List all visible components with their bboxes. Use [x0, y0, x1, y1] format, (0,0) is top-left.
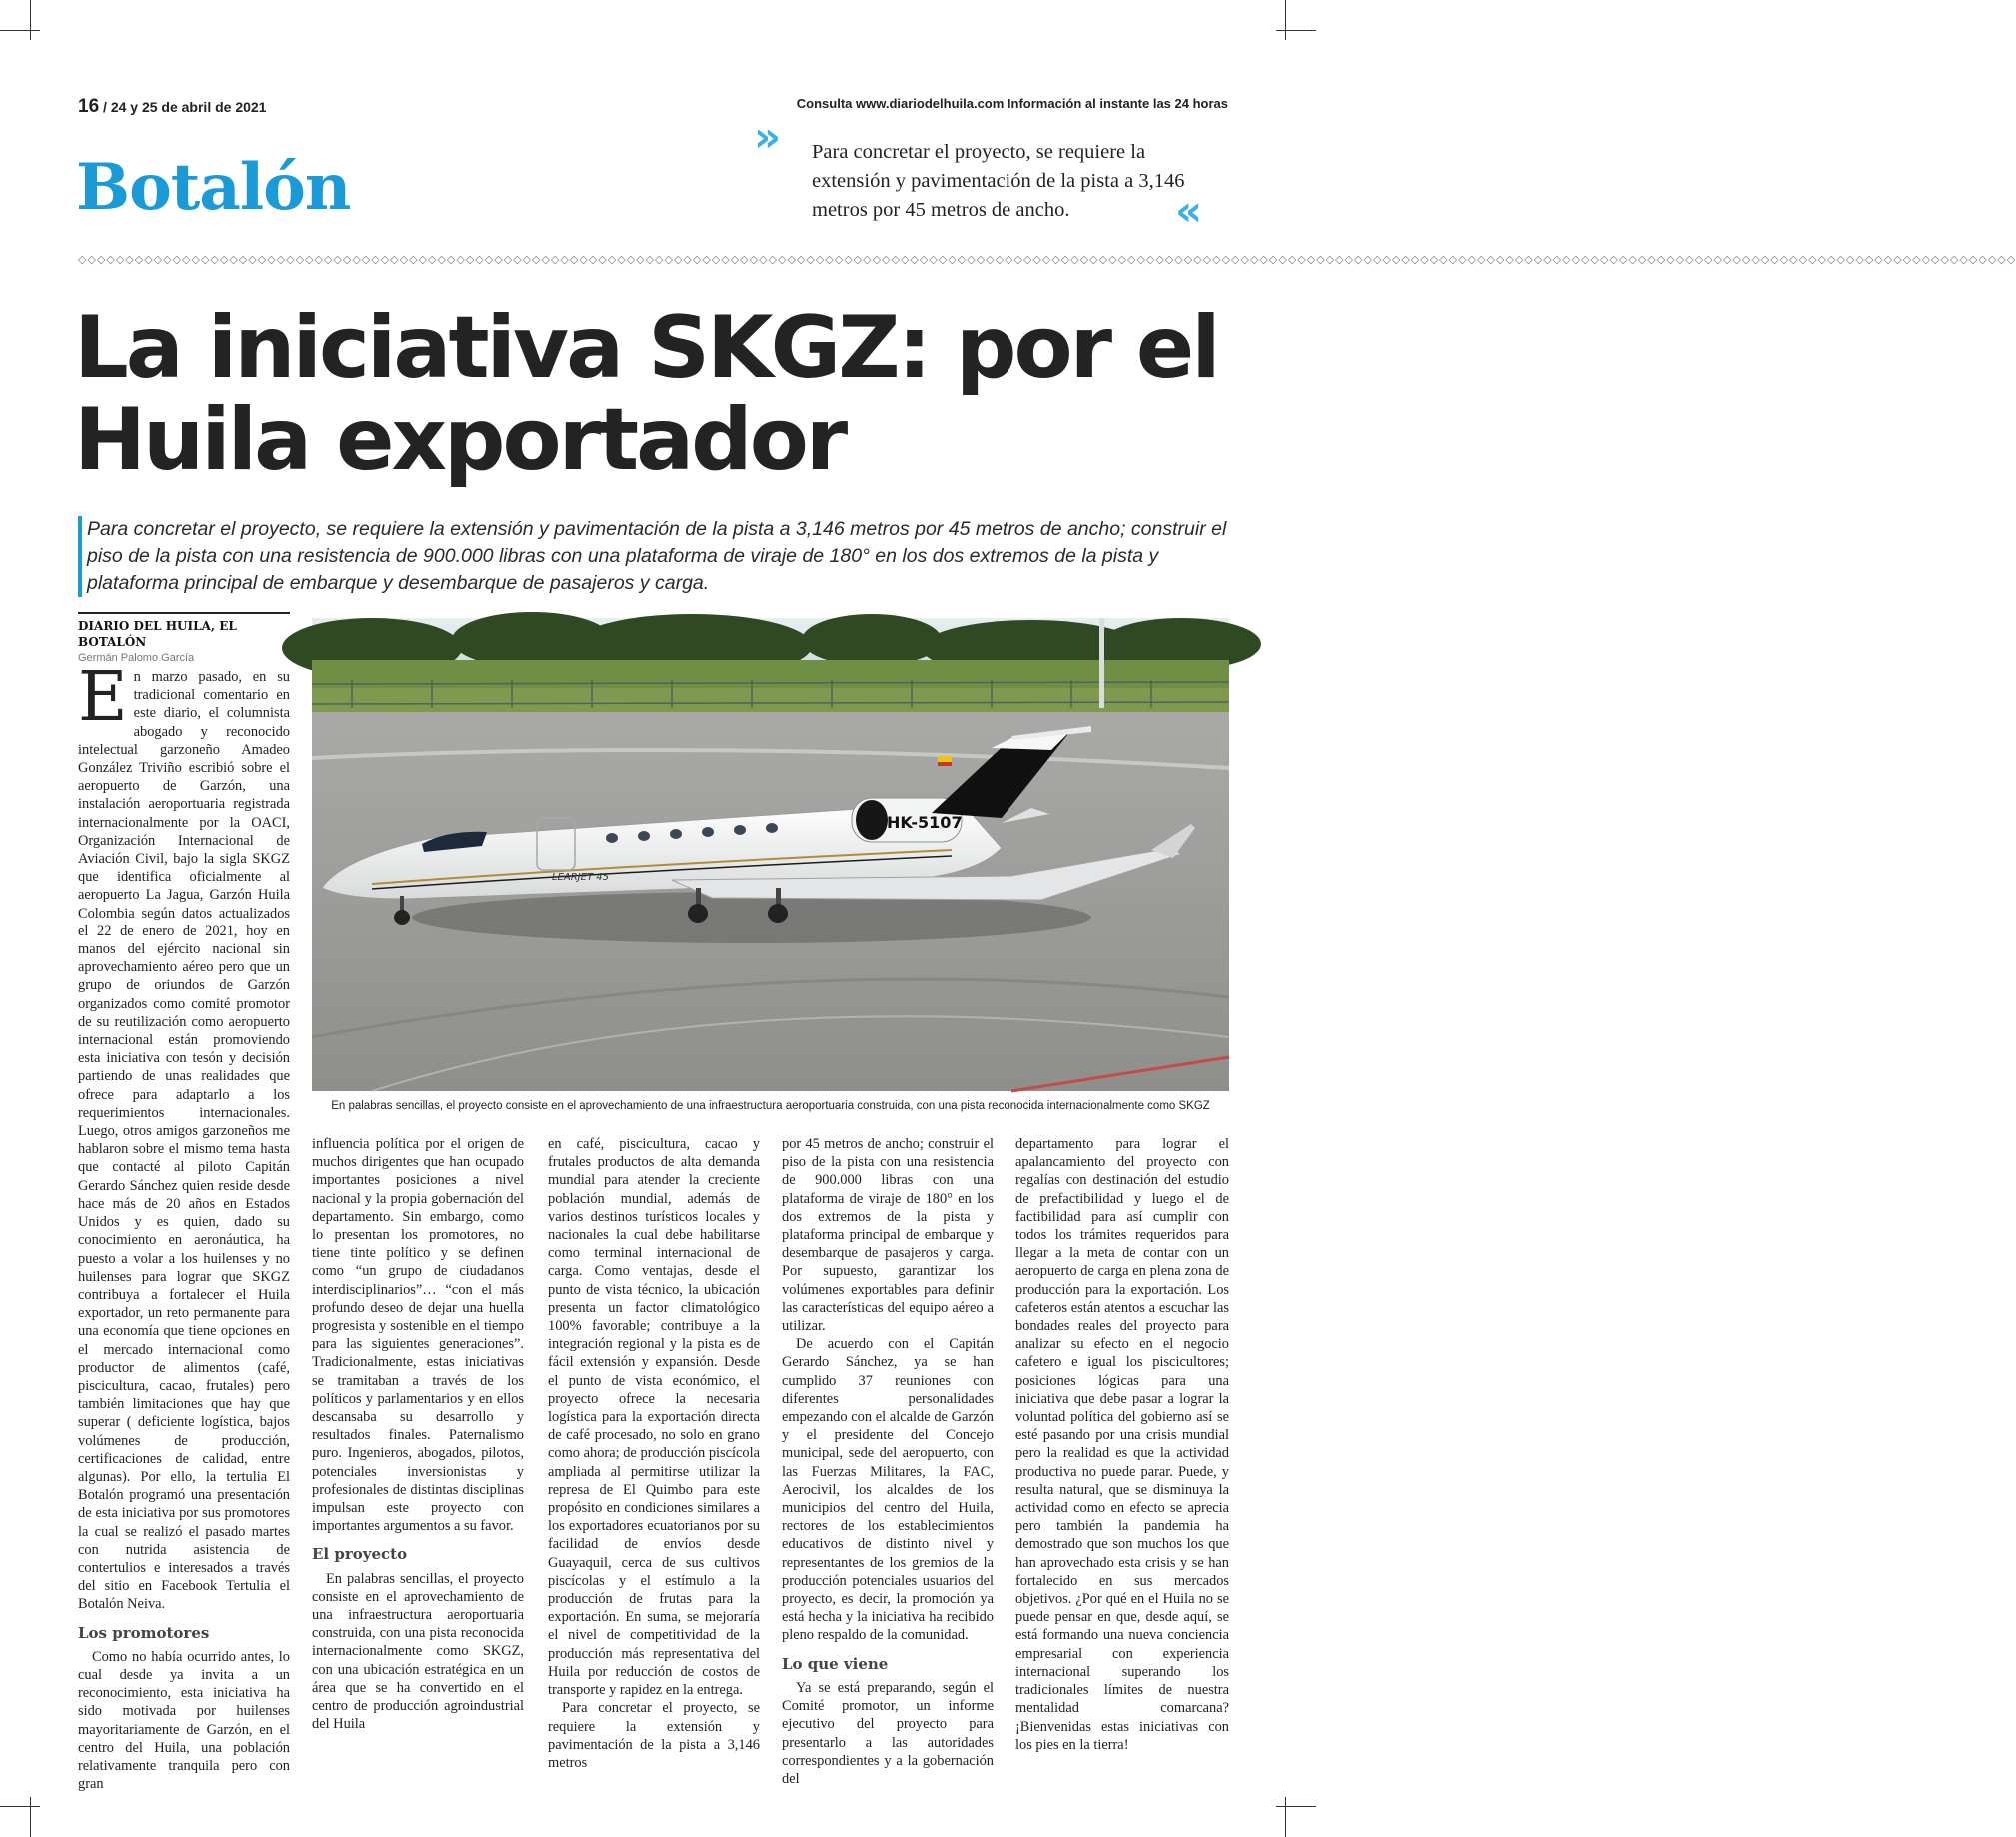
crop-mark — [1276, 1806, 1316, 1807]
paragraph: Como no había ocurrido antes, lo cual desde ya invita a un reconocimiento, esta iniciativa ha sido motivada por huilenses mayoritariamente de Garzón, en el centro del Huila, una población relativamente tranquila pero con gran — [78, 1648, 290, 1793]
author-name: Germán Palomo García — [78, 652, 195, 664]
photo-caption: En palabras sencillas, el proyecto consiste en el aprovechamiento de una infraestructura aeroportuaria construida, con una pista reconocida internacionalmente como SKGZ — [331, 1100, 1210, 1112]
crop-mark — [1276, 30, 1316, 31]
byline-block — [78, 612, 290, 664]
folio-divider: / — [103, 99, 111, 115]
text-column-2 — [312, 1135, 524, 1734]
page-folio — [78, 96, 266, 118]
paragraph: En marzo pasado, en su tradicional comentario en este diario, el columnista abogado y reconocido intelectual garzoneño Amadeo González Triviño escribió sobre el aeropuerto de Garzón, una instalación aeroportuaria registrada internacionalmente por la OACI, Organización Internacional de Aviación Civil, bajo la sigla SKGZ que identifica oficialmente al aeropuerto La Jagua, Garzón Huila Colombia según datos actualizados el 22 de enero de 2021, hoy en manos del ejército nacional sin aprovechamiento aéreo pero que un grupo de oriundos de Garzón organizados como comité promotor de su reutilización como aeropuerto internacional están promoviendo esta iniciativa con tesón y decisión partiendo de unas realidades que ofrece para adaptarlo a los requerimientos internacionales. Luego, otros amigos garzoneños me hablaron sobre el mismo tema hasta que contacté al piloto Capitán Gerardo Sánchez quien reside desde hace más de 20 años en Estados Unidos y es quien, dado su conocimiento en aeronáutica, ha puesto a volar a los huilenses y no huilenses para lograr que SKGZ contribuya a fortalecer el Huila exportador, un reto permanente para una economía que tiene opciones en el mercado internacional como productor de alimentos (café, piscicultura, cacao, frutales) pero también limitaciones que hay que superar ( deficiente logística, bajos volúmenes de producción, certificaciones de calidad, entre algunas). Por ello, la tertulia El Botalón programó una presentación de esta iniciativa por sus promotores la cual se realizó el pasado martes con nutrida asistencia de contertulios e interesados a través del sitio en Facebook Tertulia el Botalón Neiva. — [78, 658, 290, 1613]
article-lede: Para concretar el proyecto, se requiere la extensión y pavimentación de la pista a 3,146 metros por 45 metros de ancho; construir el piso de la pista con una resistencia de 900.000 libras con una plataforma de viraje de 180° en los dos extremos de la pista y plataforma principal de embarque y desembarque de pasajeros y carga. — [78, 516, 1236, 597]
chevron-left-icon: « — [1175, 186, 1185, 235]
paragraph: En palabras sencillas, el proyecto consiste en el aprovechamiento de una infraestructura aeroportuaria construida, con una pista reconocida internacionalmente como SKGZ, con una ubicación estratégica en un área que se ha convertido en el centro de producción agroindustrial del Huila — [312, 1570, 524, 1733]
site-tagline: Consulta www.diariodelhuila.com Información al instante las 24 horas — [796, 96, 1228, 111]
text-column-4 — [782, 1135, 994, 1788]
article-photo — [312, 618, 1229, 1091]
subheading: Los promotores — [78, 1623, 210, 1642]
paragraph: influencia política por el origen de muchos dirigentes que han ocupado importantes posiciones a nivel nacional y la propia gobernación del departamento. Sin embargo, como lo presentan los promotores, no tiene tinte político y se definen como “un grupo de ciudadanos interdisciplinarios”… “con el más profundo deseo de dejar una huella progresista y sostenible en el tiempo para las siguientes generaciones”. Tradicionalmente, estas iniciativas se tramitaban a través de los políticos y parlamentarios y en ellos descansaba su desarrollo y resultados finales. Paternalismo puro. Ingenieros, abogados, pilotos, potenciales inversionistas y profesionales de distintas disciplinas impulsan este proyecto con importantes argumentos a su favor. — [312, 1136, 524, 1535]
page-number: 16 — [78, 96, 100, 117]
registration-text: HK-5107 — [887, 813, 963, 832]
model-text: LEARJET 45 — [552, 872, 609, 883]
text-column-3 — [548, 1135, 760, 1772]
article-headline: La iniciativa SKGZ: por el Huila exportador — [74, 298, 1218, 490]
paragraph: Ya se está preparando, según el Comité promotor, un informe ejecutivo del proyecto para presentarlo a las autoridades correspondientes y a la gobernación del — [782, 1679, 994, 1787]
crop-mark — [30, 0, 31, 40]
pull-quote: Para concretar el proyecto, se requiere la extensión y pavimentación de la pista a 3,146 metros por 45 metros de ancho. — [812, 141, 1185, 221]
paragraph: por 45 metros de ancho; construir el piso de la pista con una resistencia de 900.000 libras con una plataforma de viraje de 180° en los dos extremos de la pista y plataforma principal de embarque y desembarque de pasajeros y carga. Por supuesto, garantizar los volúmenes exportables para definir las características del equipo aéreo a utilizar. — [782, 1136, 994, 1335]
paragraph: en café, piscicultura, cacao y frutales productos de alta demanda mundial para atender la creciente población mundial, además de varios destinos turísticos locales y nacionales la cual debe habilitarse como terminal internacional de carga. Como ventajas, desde el punto de vista técnico, la ubicación presenta un factor climatológico 100% favorable; contribuye a la integración regional y la pista es de fácil extensión y expansión. Desde el punto de vista económico, el proyecto ofrece la necesaria logística para la exportación directa de café procesado, no solo en grano como ahora; de producción piscícola ampliada al permitirse utilizar la represa de El Quimbo para este propósito en condiciones similares a los exportadores ecuatorianos por su facilidad de envíos desde Guayaquil, cerca de sus cultivos piscícolas y el estímulo a la producción de frutas para la exportación. En suma, se mejoraría el nivel de competitividad de la producción más representativa del Huila por reducción de costos de transporte y rapidez en la entrega. — [548, 1136, 760, 1699]
crop-mark — [30, 1797, 31, 1837]
section-title: Botalón — [76, 150, 351, 225]
issue-date: 24 y 25 de abril de 2021 — [110, 99, 267, 115]
crop-mark — [0, 30, 40, 31]
paragraph: De acuerdo con el Capitán Gerardo Sánchez, ya se han cumplido 37 reuniones con diferentes personalidades empezando con el alcalde de Garzón y el presidente del Concejo municipal, sede del aeropuerto, con las Fuerzas Militares, la FAC, Aerocivil, los alcaldes de los municipios del centro del Huila, rectores de los establecimientos educativos de distinto nivel y representantes de los gremios de la producción potenciales usuarios del proyecto, es decir, la promoción ya está hecha y la iniciativa ha recibido pleno respaldo de la comunidad. — [782, 1336, 994, 1644]
jet-on-tarmac-image — [312, 618, 1229, 1091]
diamond-divider: ◇◇◇◇◇◇◇◇◇◇◇◇◇◇◇◇◇◇◇◇◇◇◇◇◇◇◇◇◇◇◇◇◇◇◇◇◇◇◇◇◇◇◇◇◇◇◇◇◇◇◇◇◇◇◇◇◇◇◇◇◇◇◇◇◇◇◇◇◇◇◇◇◇◇◇◇◇◇◇◇◇◇◇◇◇◇◇◇◇◇◇◇◇◇◇◇◇◇◇◇◇◇◇◇◇◇◇◇◇◇◇◇◇◇◇◇◇◇◇◇◇◇◇◇◇◇◇◇◇◇◇◇◇◇◇◇◇◇◇◇◇◇◇◇◇◇◇◇◇◇◇◇◇◇◇◇◇◇◇◇◇◇◇◇◇◇◇◇◇◇◇◇◇◇◇◇◇◇◇◇◇◇◇◇◇◇◇◇◇◇◇◇◇◇◇◇◇◇◇◇◇◇◇◇◇ — [78, 253, 2016, 266]
crop-mark — [0, 1806, 40, 1807]
byline: DIARIO DEL HUILA, EL BOTALÓN — [78, 619, 237, 649]
subheading: El proyecto — [312, 1545, 408, 1564]
crop-mark — [1285, 1797, 1286, 1837]
chevron-right-icon: » — [754, 112, 764, 161]
text-column-5 — [1015, 1135, 1229, 1754]
paragraph: departamento para lograr el apalancamiento del proyecto con regalías con destinación del estudio de prefactibilidad y luego el de factibilidad para así cumplir con todos los trámites requeridos para llegar a la meta de contar con un aeropuerto de carga en plena zona de producción para la exportación. Los cafeteros están atentos a escuchar las bondades reales del proyecto para analizar su efecto en el negocio cafetero e igual los piscicultores; posiciones lógicas para una iniciativa que debe pasar a lograr la voluntad política del gobierno así se esté pasando por una crisis mundial pero la realidad es que la actividad productiva no puede parar. Puede, y resulta natural, que se disminuya la actividad como en efecto se aprecia pero también la pandemia ha demostrado que son muchos los que han aprovechado esta crisis y se han fortalecido en sus mercados objetivos. ¿Por qué en el Huila no se puede pensar en que, desde aquí, se está formando una nueva conciencia empresarial con experiencia internacional superando los tradicionales límites de nuestra mentalidad comarcana? ¡Bienvenidas estas iniciativas con los pies en la tierra! — [1015, 1136, 1229, 1753]
subheading: Lo que viene — [782, 1654, 889, 1673]
crop-mark — [1285, 0, 1286, 40]
paragraph: Para concretar el proyecto, se requiere la extensión y pavimentación de la pista a 3,146 metros — [548, 1700, 760, 1771]
drop-cap: E — [78, 658, 128, 737]
